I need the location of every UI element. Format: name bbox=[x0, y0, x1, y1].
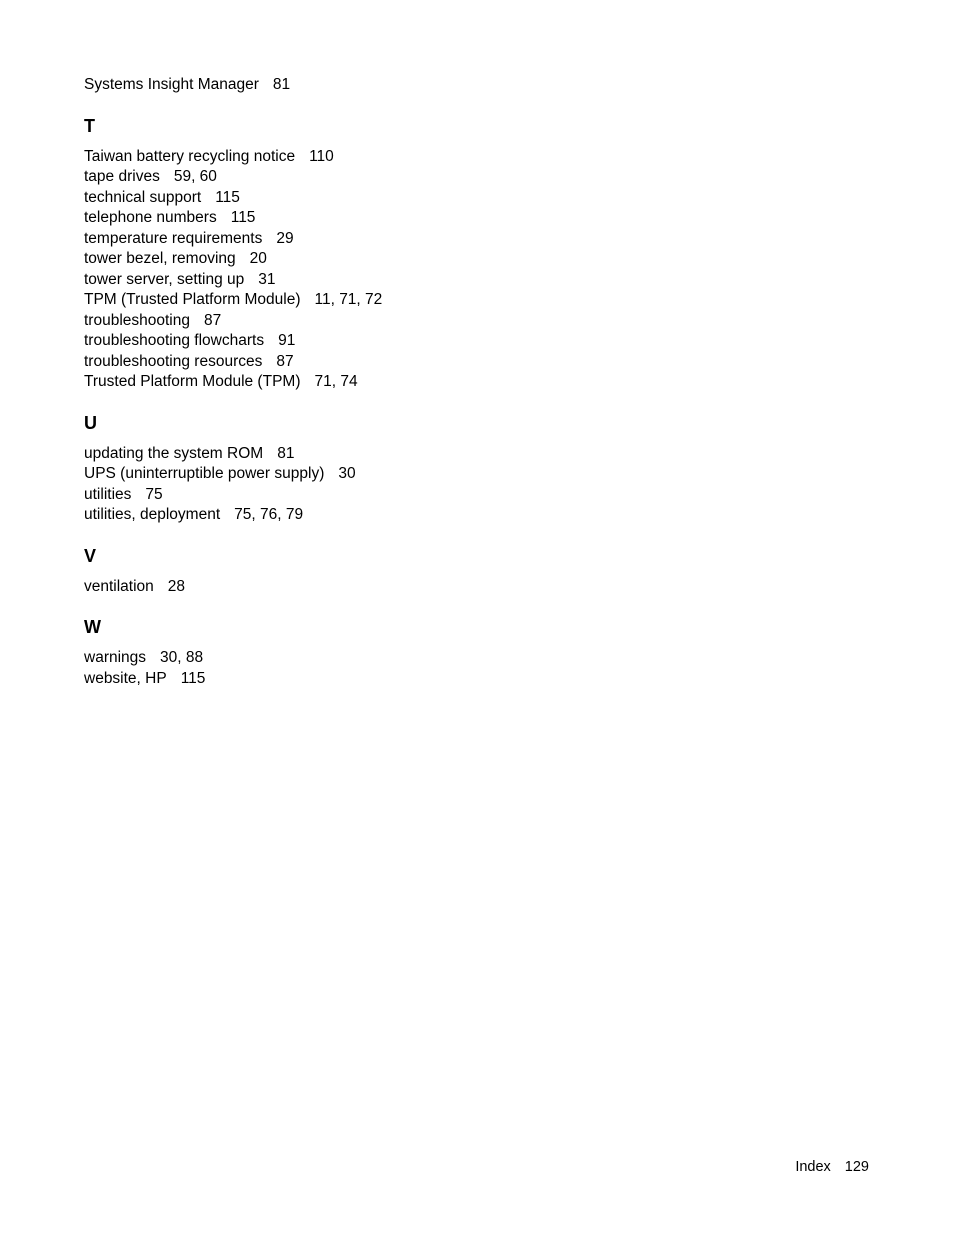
index-pages: 115 bbox=[180, 669, 206, 687]
index-pages: 31 bbox=[258, 270, 276, 288]
index-entry bbox=[84, 147, 684, 168]
index-term: ventilation bbox=[84, 577, 154, 595]
index-entry bbox=[84, 229, 684, 250]
index-section-t bbox=[84, 115, 684, 393]
index-entry bbox=[84, 167, 684, 188]
index-term: Systems Insight Manager bbox=[84, 76, 259, 93]
index-entry bbox=[84, 505, 684, 526]
index-entry bbox=[84, 444, 684, 465]
index-entry bbox=[84, 290, 684, 311]
index-pages: 87 bbox=[276, 352, 294, 370]
index-term: Trusted Platform Module (TPM) bbox=[84, 373, 301, 390]
index-pages: 30, 88 bbox=[160, 649, 204, 666]
index-entry bbox=[84, 75, 684, 96]
index-entry bbox=[84, 372, 684, 393]
index-term: telephone numbers bbox=[84, 209, 217, 226]
index-term: technical support bbox=[84, 188, 202, 206]
index-term: temperature requirements bbox=[84, 229, 263, 247]
index-section-u bbox=[84, 412, 684, 526]
index-pages: 115 bbox=[215, 188, 240, 206]
index-pages: 81 bbox=[272, 76, 291, 93]
section-letter: U bbox=[84, 412, 97, 433]
index-column bbox=[84, 75, 684, 689]
index-pages: 29 bbox=[276, 229, 294, 247]
index-pages: 28 bbox=[167, 577, 186, 595]
index-entry bbox=[84, 270, 684, 291]
index-pages: 87 bbox=[204, 311, 222, 329]
footer-section-label: Index bbox=[795, 1159, 831, 1175]
index-entry bbox=[84, 208, 684, 229]
index-pages: 115 bbox=[230, 209, 256, 226]
index-term: UPS (uninterruptible power supply) bbox=[84, 465, 325, 482]
index-pages: 91 bbox=[278, 332, 296, 349]
index-section-w bbox=[84, 616, 684, 689]
section-letter: V bbox=[84, 545, 97, 566]
index-term: website, HP bbox=[84, 669, 167, 687]
index-entry bbox=[84, 249, 684, 270]
index-term: utilities, deployment bbox=[84, 506, 221, 523]
page-number: 129 bbox=[844, 1159, 869, 1175]
index-entry bbox=[84, 648, 684, 669]
index-pages: 20 bbox=[249, 250, 267, 267]
index-entry bbox=[84, 464, 684, 485]
index-term: tape drives bbox=[84, 168, 160, 185]
index-term: updating the system ROM bbox=[84, 444, 264, 462]
page-footer bbox=[795, 1158, 869, 1176]
index-section-s-continued bbox=[84, 75, 684, 96]
index-pages: 75 bbox=[145, 485, 163, 503]
index-term: utilities bbox=[84, 485, 132, 503]
index-term: tower server, setting up bbox=[84, 270, 245, 288]
index-pages: 30 bbox=[338, 465, 356, 482]
index-term: troubleshooting resources bbox=[84, 352, 263, 370]
index-pages: 81 bbox=[277, 444, 295, 462]
index-entry bbox=[84, 188, 684, 209]
index-term: tower bezel, removing bbox=[84, 250, 236, 267]
index-term: Taiwan battery recycling notice bbox=[84, 147, 296, 165]
section-letter: T bbox=[84, 115, 95, 136]
index-term: troubleshooting bbox=[84, 311, 190, 329]
section-letter: W bbox=[84, 617, 101, 637]
index-entry bbox=[84, 577, 684, 598]
index-entry bbox=[84, 485, 684, 506]
index-term: troubleshooting flowcharts bbox=[84, 332, 265, 349]
index-pages: 11, 71, 72 bbox=[314, 291, 383, 308]
index-section-v bbox=[84, 545, 684, 598]
index-pages: 59, 60 bbox=[173, 168, 217, 185]
index-entry bbox=[84, 331, 684, 352]
index-entry bbox=[84, 669, 684, 690]
index-pages: 110 bbox=[309, 147, 334, 165]
index-term: TPM (Trusted Platform Module) bbox=[84, 291, 301, 308]
index-pages: 75, 76, 79 bbox=[234, 506, 304, 523]
index-pages: 71, 74 bbox=[314, 373, 358, 390]
index-entry bbox=[84, 352, 684, 373]
index-entry bbox=[84, 311, 684, 332]
index-term: warnings bbox=[84, 649, 147, 666]
